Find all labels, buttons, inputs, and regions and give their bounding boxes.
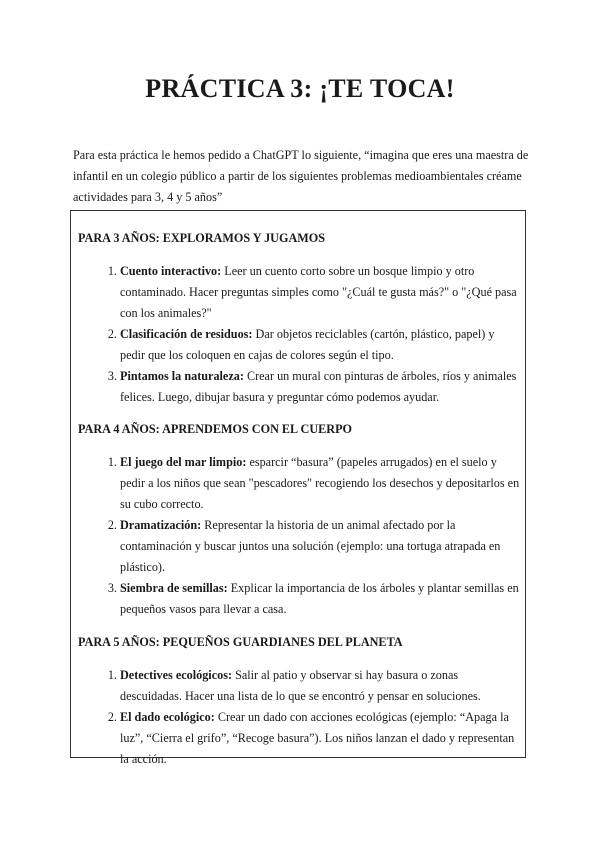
activity-term: Pintamos la naturaleza: bbox=[120, 369, 244, 383]
list-item bbox=[120, 366, 521, 408]
section-title: PARA 5 AÑOS: PEQUEÑOS GUARDIANES DEL PLANETA bbox=[78, 635, 403, 649]
activity-text: Crear un mural con pinturas de árboles, ríos y animales felices. Luego, dibujar basura y preguntar cómo podemos ayudar. bbox=[120, 369, 517, 404]
activity-list bbox=[78, 261, 521, 408]
activity-term: Siembra de semillas: bbox=[120, 581, 228, 595]
section-title: PARA 3 AÑOS: EXPLORAMOS Y JUGAMOS bbox=[78, 231, 326, 245]
activities-box bbox=[70, 210, 526, 766]
list-item bbox=[120, 452, 521, 515]
section-title: PARA 4 AÑOS: APRENDEMOS CON EL CUERPO bbox=[78, 422, 353, 436]
activity-term: Detectives ecológicos: bbox=[120, 668, 233, 682]
list-item bbox=[120, 261, 521, 324]
section-3-years bbox=[78, 230, 521, 408]
activity-text: Dar objetos reciclables (cartón, plástico, papel) y pedir que los coloquen en cajas de colores según el tipo. bbox=[120, 327, 495, 362]
activity-text: esparcir “basura” (papeles arrugados) en el suelo y pedir a los niños que sean "pescadores" recogiendo los desechos y depositarlos en su cubo correcto. bbox=[120, 455, 520, 511]
page-title: PRÁCTICA 3: ¡TE TOCA! bbox=[145, 74, 455, 103]
activity-text: Salir al patio y observar si hay basura o zonas descuidadas. Hacer una lista de lo que se encontró y pensar en soluciones. bbox=[120, 668, 481, 703]
activity-term: El dado ecológico: bbox=[120, 710, 215, 724]
activity-list bbox=[78, 452, 521, 620]
intro-paragraph: Para esta práctica le hemos pedido a ChatGPT lo siguiente, “imagina que eres una maestra de infantil en un colegio público a partir de los siguientes problemas medioambientales créame actividades para 3, 4 y 5 años” bbox=[73, 148, 529, 204]
list-item bbox=[120, 324, 521, 366]
activity-term: El juego del mar limpio: bbox=[120, 455, 247, 469]
activity-text: Leer un cuento corto sobre un bosque limpio y otro contaminado. Hacer preguntas simples como "¿Cuál te gusta más?" o "¿Qué pasa con los animales?" bbox=[120, 264, 517, 320]
list-item bbox=[120, 515, 521, 578]
activity-term: Dramatización: bbox=[120, 518, 202, 532]
section-5-years bbox=[78, 634, 521, 770]
list-item bbox=[120, 665, 521, 707]
activity-text: Representar la historia de un animal afectado por la contaminación y buscar juntos una solución (ejemplo: una tortuga atrapada en plástico). bbox=[120, 518, 501, 574]
activity-term: Clasificación de residuos: bbox=[120, 327, 253, 341]
activity-text: Explicar la importancia de los árboles y plantar semillas en pequeños vasos para llevar a casa. bbox=[120, 581, 519, 616]
activity-list bbox=[78, 665, 521, 770]
list-item bbox=[120, 578, 521, 620]
activity-term: Cuento interactivo: bbox=[120, 264, 222, 278]
list-item bbox=[120, 707, 521, 770]
activity-text: Crear un dado con acciones ecológicas (ejemplo: “Apaga la luz”, “Cierra el grifo”, “Recoge basura”). Los niños lanzan el dado y representan la acción. bbox=[120, 710, 515, 766]
section-4-years bbox=[78, 421, 521, 620]
